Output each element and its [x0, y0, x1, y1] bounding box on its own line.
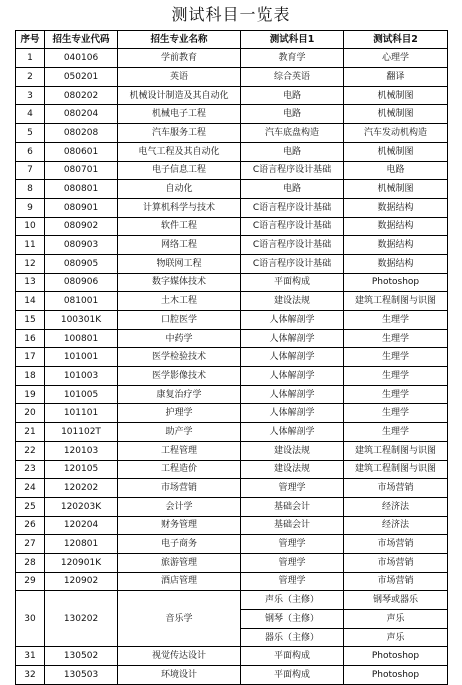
cell-code: 081001	[45, 292, 118, 311]
cell-sub2: 机械制图	[344, 180, 448, 199]
cell-seq: 21	[16, 423, 45, 442]
cell-sub1: 管理学	[241, 535, 344, 554]
cell-seq: 11	[16, 236, 45, 255]
table-row	[16, 86, 448, 105]
cell-seq: 17	[16, 348, 45, 367]
table-row	[16, 423, 448, 442]
cell-seq: 24	[16, 479, 45, 498]
cell-seq: 10	[16, 217, 45, 236]
cell-seq: 16	[16, 329, 45, 348]
cell-seq: 3	[16, 86, 45, 105]
cell-seq: 28	[16, 553, 45, 572]
cell-code: 120204	[45, 516, 118, 535]
cell-code: 130503	[45, 666, 118, 685]
cell-sub2: 市场营销	[344, 535, 448, 554]
cell-name: 软件工程	[118, 217, 241, 236]
table-row	[16, 385, 448, 404]
cell-code: 120801	[45, 535, 118, 554]
cell-code: 130502	[45, 647, 118, 666]
cell-sub2: 生理学	[344, 329, 448, 348]
cell-code: 050201	[45, 68, 118, 87]
table-row	[16, 273, 448, 292]
cell-name: 市场营销	[118, 479, 241, 498]
cell-code: 120105	[45, 460, 118, 479]
cell-sub1: 人体解剖学	[241, 385, 344, 404]
cell-code: 120202	[45, 479, 118, 498]
cell-name: 口腔医学	[118, 311, 241, 330]
cell-seq: 2	[16, 68, 45, 87]
header-name: 招生专业名称	[118, 31, 241, 49]
cell-code: 101102T	[45, 423, 118, 442]
cell-sub2: Photoshop	[344, 647, 448, 666]
table-row	[16, 516, 448, 535]
cell-sub2: 市场营销	[344, 572, 448, 591]
cell-sub2: Photoshop	[344, 273, 448, 292]
cell-sub1: 声乐（主修）	[241, 591, 344, 610]
cell-code: 120203K	[45, 497, 118, 516]
header-subject-2: 测试科目2	[344, 31, 448, 49]
cell-seq: 23	[16, 460, 45, 479]
table-row	[16, 367, 448, 386]
cell-seq: 30	[16, 591, 45, 647]
cell-seq: 8	[16, 180, 45, 199]
cell-name: 网络工程	[118, 236, 241, 255]
cell-sub2: 市场营销	[344, 553, 448, 572]
cell-sub1: 平面构成	[241, 273, 344, 292]
cell-sub1: 电路	[241, 86, 344, 105]
cell-name: 中药学	[118, 329, 241, 348]
cell-name: 工程造价	[118, 460, 241, 479]
cell-sub1: 器乐（主修）	[241, 628, 344, 647]
table-row	[16, 236, 448, 255]
table-row	[16, 124, 448, 143]
cell-name: 电气工程及其自动化	[118, 142, 241, 161]
cell-sub1: 建设法规	[241, 460, 344, 479]
cell-code: 080601	[45, 142, 118, 161]
cell-code: 080801	[45, 180, 118, 199]
table-row	[16, 479, 448, 498]
cell-sub2: 生理学	[344, 423, 448, 442]
cell-sub2: 机械制图	[344, 86, 448, 105]
cell-code: 100801	[45, 329, 118, 348]
cell-seq: 25	[16, 497, 45, 516]
cell-seq: 5	[16, 124, 45, 143]
cell-name: 医学检验技术	[118, 348, 241, 367]
table-row	[16, 497, 448, 516]
cell-seq: 4	[16, 105, 45, 124]
cell-code: 080701	[45, 161, 118, 180]
cell-sub2: 电路	[344, 161, 448, 180]
cell-name: 物联网工程	[118, 254, 241, 273]
cell-sub1: 人体解剖学	[241, 367, 344, 386]
cell-seq: 7	[16, 161, 45, 180]
cell-sub1: 教育学	[241, 49, 344, 68]
cell-code: 040106	[45, 49, 118, 68]
cell-sub1: C语言程序设计基础	[241, 198, 344, 217]
cell-name: 助产学	[118, 423, 241, 442]
cell-name: 酒店管理	[118, 572, 241, 591]
cell-code: 101005	[45, 385, 118, 404]
cell-seq: 6	[16, 142, 45, 161]
cell-sub2: 建筑工程制图与识图	[344, 292, 448, 311]
cell-code: 101003	[45, 367, 118, 386]
cell-code: 080202	[45, 86, 118, 105]
cell-sub1: 基础会计	[241, 516, 344, 535]
cell-name: 康复治疗学	[118, 385, 241, 404]
table-row	[16, 441, 448, 460]
cell-sub2: Photoshop	[344, 666, 448, 685]
cell-sub2: 汽车发动机构造	[344, 124, 448, 143]
cell-sub1: 电路	[241, 105, 344, 124]
table-row	[16, 460, 448, 479]
cell-code: 080902	[45, 217, 118, 236]
cell-code: 120103	[45, 441, 118, 460]
cell-seq: 18	[16, 367, 45, 386]
cell-seq: 26	[16, 516, 45, 535]
cell-seq: 29	[16, 572, 45, 591]
cell-sub1: 基础会计	[241, 497, 344, 516]
cell-sub1: C语言程序设计基础	[241, 236, 344, 255]
cell-sub2: 翻译	[344, 68, 448, 87]
cell-sub1: 管理学	[241, 553, 344, 572]
cell-code: 101001	[45, 348, 118, 367]
cell-seq: 12	[16, 254, 45, 273]
cell-sub1: C语言程序设计基础	[241, 254, 344, 273]
table-row	[16, 292, 448, 311]
cell-name: 学前教育	[118, 49, 241, 68]
cell-code: 080208	[45, 124, 118, 143]
cell-name: 护理学	[118, 404, 241, 423]
cell-name: 医学影像技术	[118, 367, 241, 386]
cell-seq: 32	[16, 666, 45, 685]
cell-sub2: 声乐	[344, 610, 448, 629]
table-row	[16, 535, 448, 554]
cell-seq: 27	[16, 535, 45, 554]
cell-name: 财务管理	[118, 516, 241, 535]
cell-sub1: 平面构成	[241, 647, 344, 666]
cell-name: 自动化	[118, 180, 241, 199]
cell-name: 机械设计制造及其自动化	[118, 86, 241, 105]
cell-name: 视觉传达设计	[118, 647, 241, 666]
cell-code: 100301K	[45, 311, 118, 330]
cell-sub1: 综合英语	[241, 68, 344, 87]
cell-sub2: 数据结构	[344, 254, 448, 273]
table-row	[16, 311, 448, 330]
table-row	[16, 348, 448, 367]
cell-seq: 14	[16, 292, 45, 311]
cell-sub1: 人体解剖学	[241, 404, 344, 423]
cell-name: 会计学	[118, 497, 241, 516]
cell-sub1: 人体解剖学	[241, 329, 344, 348]
cell-sub1: 管理学	[241, 572, 344, 591]
cell-sub2: 机械制图	[344, 142, 448, 161]
header-code: 招生专业代码	[45, 31, 118, 49]
cell-sub2: 数据结构	[344, 236, 448, 255]
table-row	[16, 49, 448, 68]
table-row	[16, 142, 448, 161]
table-row	[16, 217, 448, 236]
subjects-table	[15, 30, 448, 685]
table-row	[16, 105, 448, 124]
cell-sub1: 管理学	[241, 479, 344, 498]
cell-seq: 31	[16, 647, 45, 666]
cell-sub2: 市场营销	[344, 479, 448, 498]
cell-sub2: 生理学	[344, 385, 448, 404]
cell-sub1: 平面构成	[241, 666, 344, 685]
cell-seq: 15	[16, 311, 45, 330]
cell-name: 土木工程	[118, 292, 241, 311]
cell-code: 120901K	[45, 553, 118, 572]
table-row	[16, 647, 448, 666]
cell-sub1: 人体解剖学	[241, 348, 344, 367]
cell-sub2: 生理学	[344, 367, 448, 386]
cell-code: 130202	[45, 591, 118, 647]
cell-code: 080204	[45, 105, 118, 124]
cell-code: 080906	[45, 273, 118, 292]
cell-seq: 1	[16, 49, 45, 68]
cell-sub1: 建设法规	[241, 292, 344, 311]
cell-code: 101101	[45, 404, 118, 423]
cell-sub2: 生理学	[344, 404, 448, 423]
cell-name: 电子信息工程	[118, 161, 241, 180]
cell-sub2: 经济法	[344, 497, 448, 516]
table-row	[16, 591, 448, 610]
cell-seq: 13	[16, 273, 45, 292]
table-row	[16, 254, 448, 273]
cell-code: 080903	[45, 236, 118, 255]
cell-name: 汽车服务工程	[118, 124, 241, 143]
cell-name: 音乐学	[118, 591, 241, 647]
cell-code: 120902	[45, 572, 118, 591]
cell-sub2: 钢琴或器乐	[344, 591, 448, 610]
cell-name: 计算机科学与技术	[118, 198, 241, 217]
table-row	[16, 572, 448, 591]
cell-sub1: 建设法规	[241, 441, 344, 460]
cell-name: 环境设计	[118, 666, 241, 685]
table-header-row	[16, 31, 448, 49]
cell-sub1: 汽车底盘构造	[241, 124, 344, 143]
table-row	[16, 198, 448, 217]
cell-sub1: 人体解剖学	[241, 311, 344, 330]
cell-name: 数字媒体技术	[118, 273, 241, 292]
cell-sub2: 建筑工程制图与识图	[344, 441, 448, 460]
page-title: 测试科目一览表	[171, 5, 291, 24]
cell-sub1: C语言程序设计基础	[241, 161, 344, 180]
cell-name: 工程管理	[118, 441, 241, 460]
cell-sub1: 人体解剖学	[241, 423, 344, 442]
cell-name: 机械电子工程	[118, 105, 241, 124]
table-body	[16, 49, 448, 684]
cell-name: 英语	[118, 68, 241, 87]
header-subject-1: 测试科目1	[241, 31, 344, 49]
table-row	[16, 553, 448, 572]
table-row	[16, 329, 448, 348]
header-seq: 序号	[16, 31, 45, 49]
cell-sub2: 机械制图	[344, 105, 448, 124]
table-row	[16, 180, 448, 199]
cell-name: 旅游管理	[118, 553, 241, 572]
cell-sub2: 数据结构	[344, 198, 448, 217]
cell-sub2: 心理学	[344, 49, 448, 68]
table-row	[16, 404, 448, 423]
cell-seq: 9	[16, 198, 45, 217]
table-row	[16, 161, 448, 180]
cell-name: 电子商务	[118, 535, 241, 554]
cell-sub2: 生理学	[344, 311, 448, 330]
table-row	[16, 68, 448, 87]
cell-seq: 19	[16, 385, 45, 404]
cell-sub1: 钢琴（主修）	[241, 610, 344, 629]
cell-seq: 20	[16, 404, 45, 423]
cell-seq: 22	[16, 441, 45, 460]
cell-sub2: 声乐	[344, 628, 448, 647]
cell-code: 080905	[45, 254, 118, 273]
cell-code: 080901	[45, 198, 118, 217]
cell-sub1: 电路	[241, 142, 344, 161]
cell-sub1: 电路	[241, 180, 344, 199]
cell-sub2: 生理学	[344, 348, 448, 367]
cell-sub1: C语言程序设计基础	[241, 217, 344, 236]
cell-sub2: 数据结构	[344, 217, 448, 236]
cell-sub2: 建筑工程制图与识图	[344, 460, 448, 479]
cell-sub2: 经济法	[344, 516, 448, 535]
